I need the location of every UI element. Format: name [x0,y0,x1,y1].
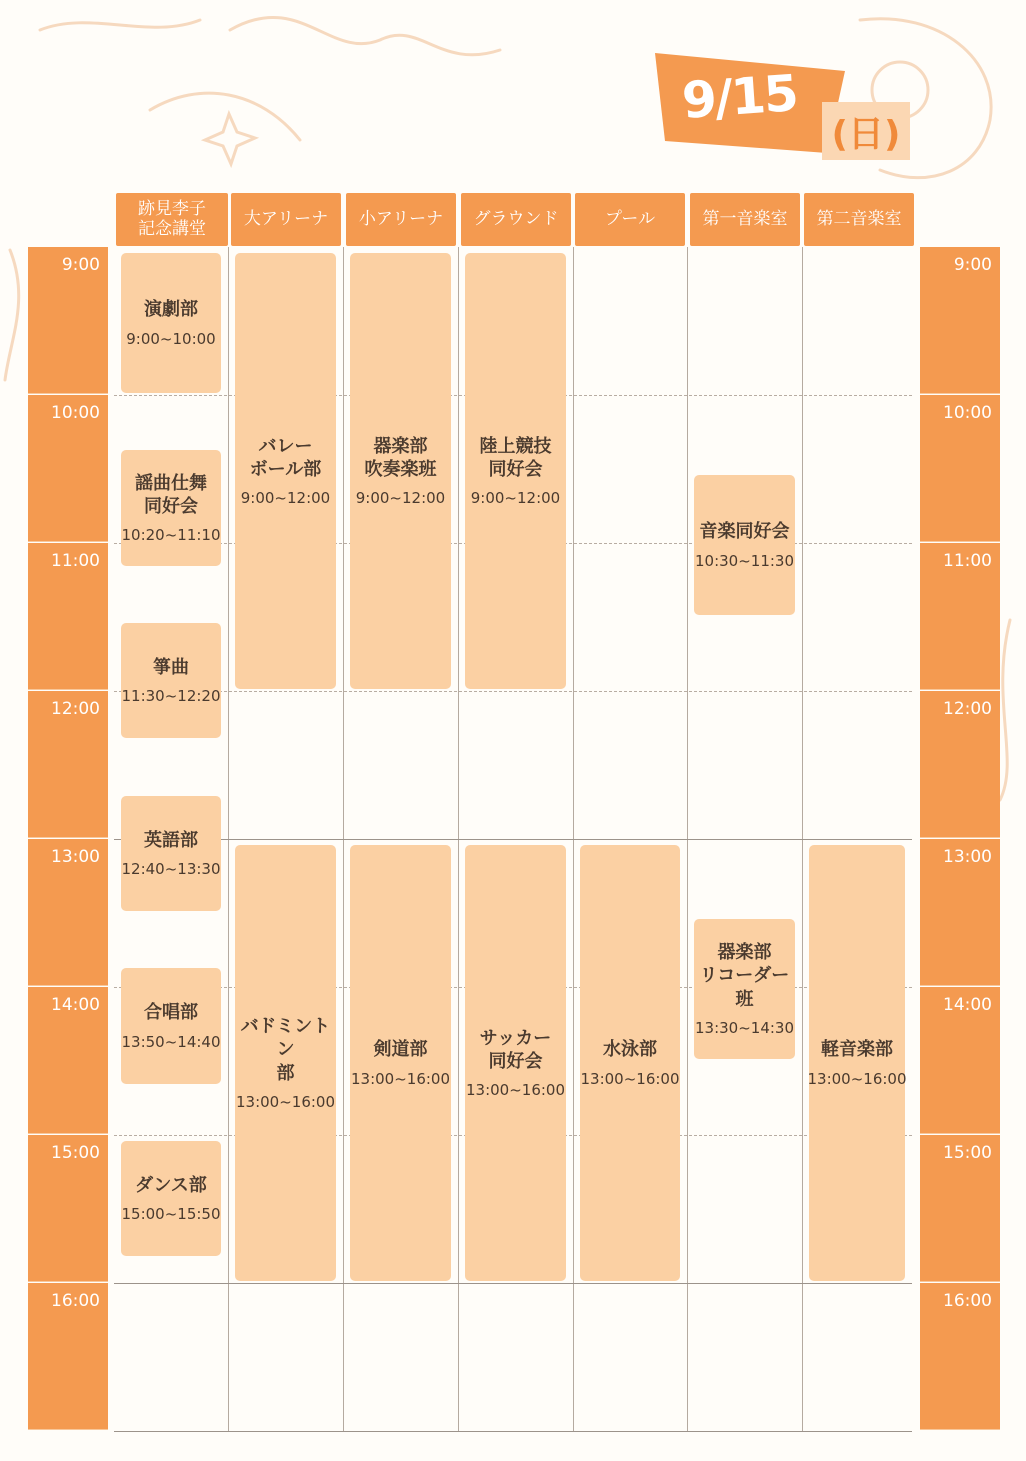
event-block[interactable] [235,845,336,1281]
schedule-grid [114,247,912,1432]
event-block[interactable] [121,968,221,1083]
time-label: 14:00 [28,987,108,1134]
time-label: 15:00 [920,1135,1000,1282]
venue-header-3: グラウンド [461,193,571,246]
time-label: 11:00 [28,543,108,690]
event-time: 12:40~13:30 [121,860,221,879]
venue-header-0: 跡見李子 記念講堂 [116,193,228,246]
event-time: 13:00~16:00 [807,1069,907,1088]
venue-header-5: 第一音楽室 [690,193,800,246]
time-label: 12:00 [28,691,108,838]
venue-header-4: プール [575,193,685,246]
event-block[interactable] [350,253,451,689]
event-name: 器楽部 吹奏楽班 [364,435,437,480]
event-name: 演劇部 [144,299,198,321]
event-block[interactable] [580,845,680,1281]
time-label: 15:00 [28,1135,108,1282]
time-label: 13:00 [28,839,108,986]
event-block[interactable] [350,845,451,1281]
event-time: 9:00~12:00 [355,489,446,508]
event-name: 音楽同好会 [699,521,790,543]
venue-header-2: 小アリーナ [346,193,456,246]
time-label: 16:00 [28,1283,108,1430]
event-block[interactable] [235,253,336,689]
event-block[interactable] [121,450,221,565]
event-block[interactable] [121,623,221,738]
venue-header-1: 大アリーナ [231,193,341,246]
hour-divider [114,839,912,840]
time-axis-right [920,247,1000,1432]
event-time: 15:00~15:50 [121,1205,221,1224]
event-time: 9:00~12:00 [470,489,561,508]
event-block[interactable] [465,845,566,1281]
hour-divider [114,691,912,692]
venue-header-6: 第二音楽室 [804,193,914,246]
event-block[interactable] [121,1141,221,1256]
event-name: 合唱部 [144,1002,198,1024]
time-axis-left [28,247,108,1432]
event-name: バドミントン 部 [240,1015,331,1084]
date-label: 9/15 [680,64,799,130]
weekday-label: (日) [822,102,910,160]
event-block[interactable] [809,845,905,1281]
event-name: 軽音楽部 [821,1039,893,1061]
event-time: 11:30~12:20 [121,687,221,706]
event-block[interactable] [121,253,221,393]
event-time: 10:20~11:10 [121,526,221,545]
event-time: 13:30~14:30 [694,1019,795,1038]
event-time: 10:30~11:30 [694,551,795,570]
event-time: 9:00~10:00 [126,329,216,348]
event-time: 13:00~16:00 [580,1069,680,1088]
time-label: 16:00 [920,1283,1000,1430]
event-time: 13:50~14:40 [121,1032,221,1051]
event-name: バレー ボール部 [249,435,322,480]
event-name: 剣道部 [373,1039,428,1061]
time-label: 11:00 [920,543,1000,690]
event-name: ダンス部 [135,1174,207,1196]
time-label: 13:00 [920,839,1000,986]
event-time: 9:00~12:00 [240,489,331,508]
event-name: 水泳部 [603,1039,657,1061]
event-block[interactable] [121,796,221,911]
event-time: 13:00~16:00 [465,1081,566,1100]
event-name: 器楽部 リコーダー班 [699,941,790,1010]
event-name: 謡曲仕舞 同好会 [135,472,207,517]
hour-divider [114,1283,912,1284]
time-label: 12:00 [920,691,1000,838]
time-label: 14:00 [920,987,1000,1134]
event-block[interactable] [694,475,795,615]
time-label: 10:00 [920,395,1000,542]
time-label: 9:00 [920,247,1000,394]
event-name: 箏曲 [153,656,189,678]
event-time: 13:00~16:00 [350,1069,451,1088]
hour-divider [114,1431,912,1432]
event-name: 英語部 [144,829,198,851]
time-label: 10:00 [28,395,108,542]
time-label: 9:00 [28,247,108,394]
event-name: 陸上競技 同好会 [479,435,552,480]
event-name: サッカー 同好会 [479,1027,552,1072]
event-block[interactable] [694,919,795,1059]
event-time: 13:00~16:00 [235,1093,336,1112]
event-block[interactable] [465,253,566,689]
